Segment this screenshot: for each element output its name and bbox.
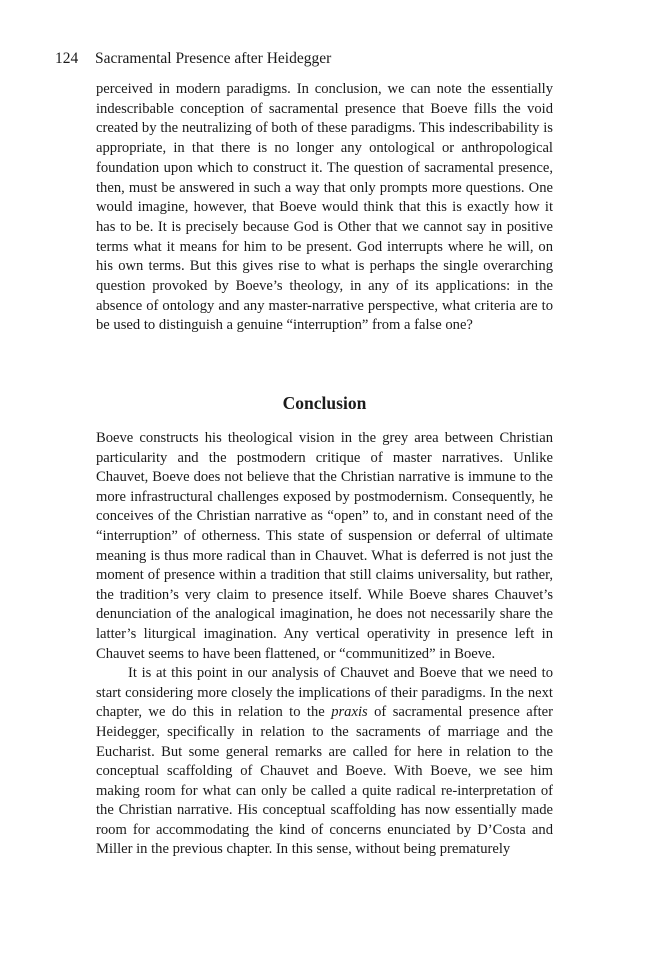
- page-number: 124: [55, 50, 79, 67]
- italic-term: praxis: [331, 704, 368, 721]
- paragraph: Boeve constructs his theological vision in the grey area between Christian particularity and the postmodern critique of master narratives. Unlike Chauvet, Boeve does not believe that the Christian narrative is immune to the more infrastructural challenges exposed by postmodernism. Consequently, he conceives of the Christian narrative as “open” to, and in constant need of the “interruption” of otherness. This state of suspension or deferral of ultimate meaning is thus more radical than in Chauvet. What is deferred is not just the moment of presence within a tradition that still claims universality, but rather, the tradition’s very claim to presence itself. While Boeve shares Chauvet’s denunciation of the analogical imagination, he does not necessarily share the latter’s liturgical imagination. Any vertical operativity in presence left in Chauvet seems to have been flattened, or “communitized” in Boeve.: [96, 430, 553, 662]
- running-head: [55, 50, 331, 68]
- text-run: of sacramental presence after Heidegger, specifically in relation to the sacraments of marriage and the Eucharist. But some general remarks are called for here in relation to the conceptual scaffolding of Chauvet and Boeve. With Boeve, we see him making room for what can only be called a quite radical re-interpretation of the Christian narrative. His conceptual scaffolding has now essentially made room for accommodating the kind of concerns enunciated by D’Costa and Miller in the previous chapter. In this sense, without being prematurely: [96, 704, 553, 858]
- text-run: It is at this point in our analysis of Chauvet and Boeve that we need to start considering more closely the implications of their paradigms. In the next chapter, we do this in relation to the: [96, 665, 553, 721]
- body-text-top: [96, 80, 553, 336]
- running-head-title: Sacramental Presence after Heidegger: [95, 50, 332, 67]
- paragraph: perceived in modern paradigms. In conclusion, we can note the essentially indescribable conception of sacramental presence that Boeve fills the void created by the neutralizing of both of these paradigms. This indescribability is appropriate, in that there is no longer any ontological or anthropological foundation upon which to construct it. The question of sacramental presence, then, must be answered in such a way that only prompts more questions. One would imagine, however, that Boeve would think that this is exactly how it has to be. It is precisely because God is Other that we cannot say in positive terms what it means for him to be present. God interrupts where he will, on his own terms. But this gives rise to what is perhaps the single overarching question provoked by Boeve’s theology, in any of its applications: in the absence of ontology and any master-narrative perspective, what criteria are to be used to distinguish a genuine “interruption” from a false one?: [96, 81, 553, 334]
- body-text-conclusion: [96, 429, 553, 860]
- section-heading: Conclusion: [282, 393, 367, 413]
- paragraph: [96, 664, 553, 860]
